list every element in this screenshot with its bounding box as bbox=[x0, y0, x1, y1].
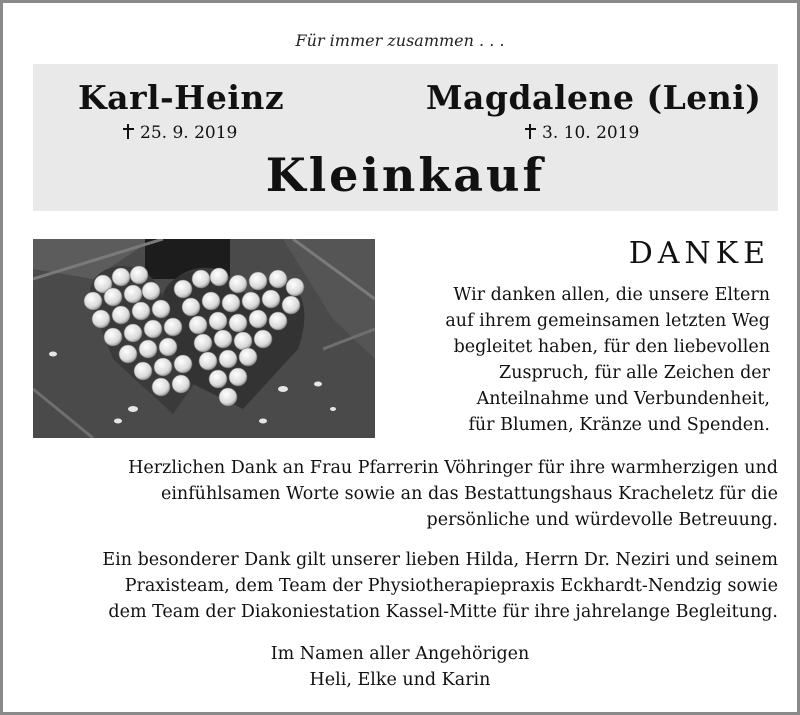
death-date-magdalene bbox=[525, 123, 639, 143]
first-name-karl-heinz: Karl-Heinz bbox=[78, 78, 285, 117]
first-name-magdalene: Magdalene (Leni) bbox=[426, 78, 762, 117]
name-band bbox=[33, 64, 778, 211]
signoff-line: Im Namen aller Angehörigen bbox=[270, 644, 530, 664]
signoff-names: Heli, Elke und Karin bbox=[309, 670, 491, 690]
thanks-paragraph-pastor bbox=[33, 455, 778, 533]
death-date-karl-heinz bbox=[123, 123, 237, 143]
heart-flower-wreath-image bbox=[33, 239, 375, 438]
thanks-heading: DANKE bbox=[628, 236, 770, 271]
text-line: auf ihrem gemeinsamen letzten Weg bbox=[445, 311, 770, 331]
cross-icon bbox=[525, 124, 536, 139]
text-line: begleitet haben, für den liebevollen bbox=[453, 337, 770, 357]
death-date-text: 3. 10. 2019 bbox=[542, 123, 640, 143]
text-line: dem Team der Diakoniestation Kassel-Mitte für ihre jahrelange Begleitung. bbox=[108, 602, 778, 622]
thanks-text bbox=[410, 282, 770, 438]
text-line: einfühlsamen Worte sowie an das Bestattungshaus Kracheletz für die bbox=[160, 484, 778, 504]
signoff bbox=[3, 641, 797, 693]
text-line: für Blumen, Kränze und Spenden. bbox=[468, 415, 770, 435]
text-line: Herzlichen Dank an Frau Pfarrerin Vöhringer für ihre warmherzigen und bbox=[128, 458, 778, 478]
family-surname: Kleinkauf bbox=[265, 148, 546, 202]
text-line: persönliche und würdevolle Betreuung. bbox=[426, 510, 778, 530]
text-line: Anteilnahme und Verbundenheit, bbox=[476, 389, 770, 409]
motto: Für immer zusammen . . . bbox=[295, 31, 505, 50]
cross-icon bbox=[123, 124, 134, 139]
heart-flower-wreath-photo bbox=[33, 239, 375, 438]
text-line: Praxisteam, dem Team der Physiotherapiepraxis Eckhardt-Nendzig sowie bbox=[124, 576, 778, 596]
text-line: Wir danken allen, die unsere Eltern bbox=[453, 285, 770, 305]
text-line: Zuspruch, für alle Zeichen der bbox=[499, 363, 770, 383]
death-date-text: 25. 9. 2019 bbox=[140, 123, 238, 143]
text-line: Ein besonderer Dank gilt unserer lieben Hilda, Herrn Dr. Neziri und seinem bbox=[102, 550, 778, 570]
thanks-paragraph-care bbox=[33, 547, 778, 625]
